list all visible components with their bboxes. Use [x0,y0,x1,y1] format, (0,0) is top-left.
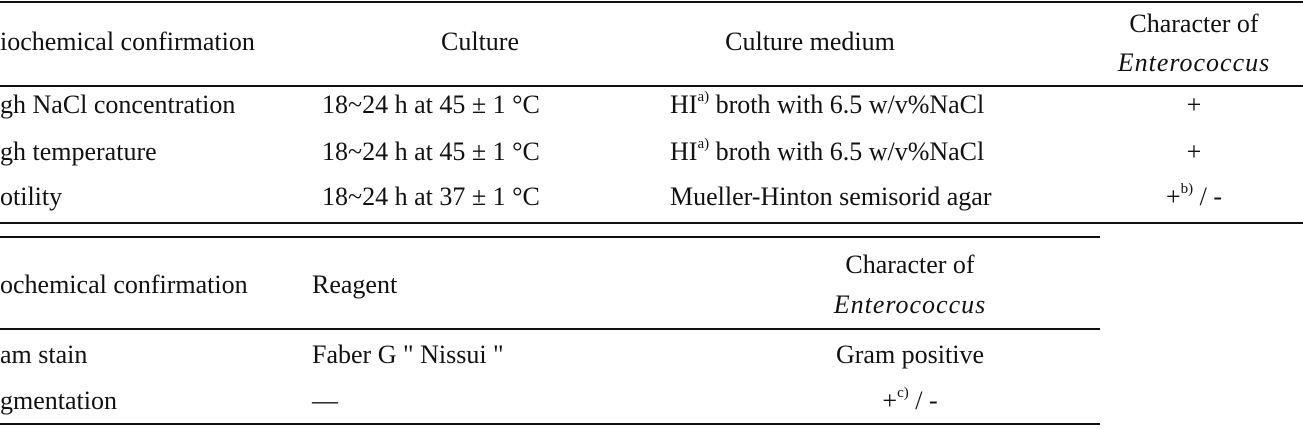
table2-row1-test: am stain [0,340,88,369]
table2-bottom-rule [0,423,1100,425]
table2-header-character-line2: Enterococcus [833,290,987,319]
table1-row1-result: + [1186,90,1202,119]
table1-header-medium: Culture medium [725,27,895,56]
table1-row3-medium: Mueller-Hinton semisorid agar [670,182,992,211]
table2-row1-reagent: Faber G " Nissui " [312,340,504,369]
table2-row2-result: +$^{c)}$ / - [882,385,938,415]
table1-row1-medium: HI$^{a)}$ broth with 6.5 w/v%NaCl [670,89,985,119]
table1-header-character-line2: Enterococcus [1117,48,1271,77]
table2-header-biochemical: ochemical confirmation [0,270,248,299]
table1-row2-test: gh temperature [0,137,157,166]
table1-row2-culture: 18~24 h at 45 ± 1 °C [322,137,540,166]
table1-row2-medium: HI$^{a)}$ broth with 6.5 w/v%NaCl [670,136,985,166]
table1-row3-test: otility [0,182,63,211]
table1-row3-culture: 18~24 h at 37 ± 1 °C [322,182,540,211]
table1-row3-result: +$^{b)}$ / - [1165,181,1223,211]
table2-header-character-line1: Character of [845,250,975,279]
table1-header-character-line1: Character of [1129,9,1259,38]
table2-row2-test: gmentation [0,386,117,415]
table2-header-reagent: Reagent [312,270,398,299]
table1-row2-result: + [1186,137,1202,166]
table1-header-culture: Culture [441,27,519,56]
table1-row1-test: gh NaCl concentration [0,90,236,119]
table1-header-biochemical: iochemical confirmation [0,27,255,56]
table1-row1-culture: 18~24 h at 45 ± 1 °C [322,90,540,119]
table2-row2-reagent: — [312,386,338,415]
table2-row1-result: Gram positive [835,340,985,369]
